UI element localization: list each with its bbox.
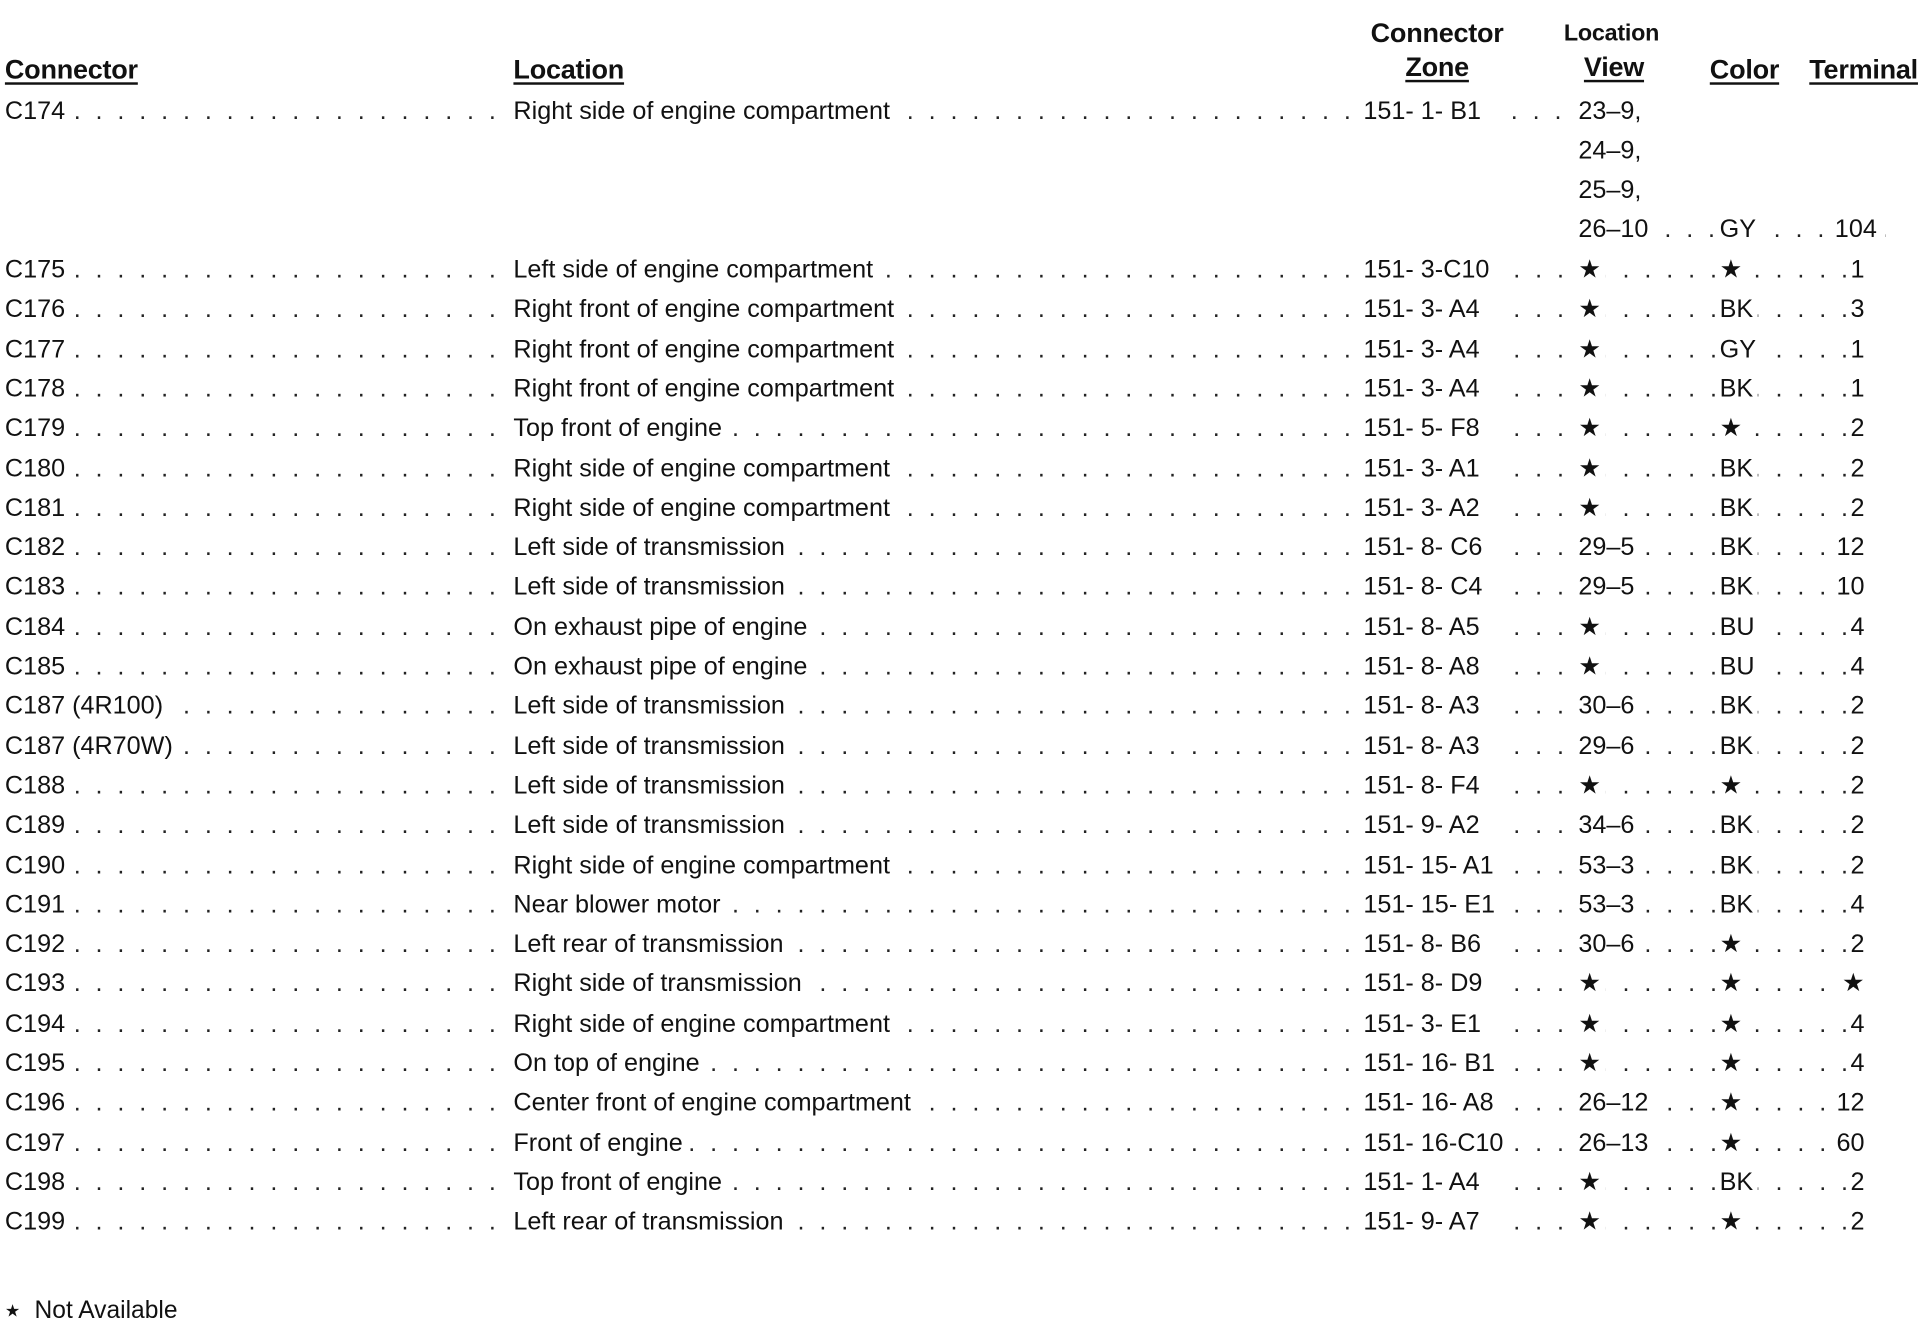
footnote <box>5 1297 178 1325</box>
header-view-line1: Location <box>1563 20 1660 47</box>
view-text: ★ <box>1578 1049 1606 1078</box>
terminal-text: 104 <box>1835 215 1882 244</box>
color-text: ★ <box>1720 255 1748 284</box>
zone-text: 151- 8- C6 <box>1363 533 1487 562</box>
connector-id: C185 <box>5 652 70 681</box>
color-text: BK <box>1720 732 1759 761</box>
location-text: Left side of transmission <box>513 572 789 601</box>
leader-dots <box>1513 414 1881 443</box>
color-text: ★ <box>1720 1129 1748 1158</box>
view-text: 23–9, <box>1578 97 1642 126</box>
footnote-text: Not Available <box>34 1297 178 1325</box>
zone-text: 151- 9- A7 <box>1363 1207 1484 1236</box>
terminal-text: 2 <box>1851 494 1870 523</box>
leader-dots <box>74 891 504 920</box>
terminal-text: 3 <box>1851 295 1870 324</box>
connector-id: C182 <box>5 533 70 562</box>
connector-id: C176 <box>5 295 70 324</box>
table-row <box>0 1049 1926 1088</box>
zone-text: 151- 3- E1 <box>1363 1010 1486 1039</box>
leader-dots <box>74 295 504 324</box>
connector-id: C192 <box>5 930 70 959</box>
table-row <box>0 572 1926 611</box>
table-row <box>0 1168 1926 1207</box>
location-text: Near blower motor <box>513 891 725 920</box>
connector-id: C181 <box>5 494 70 523</box>
table-row <box>0 1088 1926 1127</box>
color-text: ★ <box>1720 771 1748 800</box>
table-row <box>0 1010 1926 1049</box>
terminal-text: 4 <box>1851 1010 1870 1039</box>
view-text: 29–5 <box>1578 533 1639 562</box>
connector-id: C175 <box>5 255 70 284</box>
color-text: ★ <box>1720 1088 1748 1117</box>
view-text: ★ <box>1578 652 1606 681</box>
terminal-text: 4 <box>1851 1049 1870 1078</box>
connector-id: C177 <box>5 335 70 364</box>
leader-dots <box>1513 851 1881 880</box>
leader-dots <box>74 255 504 284</box>
table-row <box>0 375 1926 414</box>
view-text: 26–10 <box>1578 215 1653 244</box>
leader-dots <box>74 652 504 681</box>
connector-id: C198 <box>5 1168 70 1197</box>
view-text: ★ <box>1578 255 1606 284</box>
location-text: Right side of engine compartment <box>513 851 894 880</box>
zone-text: 151- 9- A2 <box>1363 811 1484 840</box>
leader-dots <box>74 969 504 998</box>
connector-id: C184 <box>5 613 70 642</box>
location-text: Right front of engine compartment <box>513 295 899 324</box>
zone-text: 151- 8- D9 <box>1363 969 1487 998</box>
leader-dots <box>1513 652 1881 681</box>
table-row <box>0 891 1926 930</box>
leader-dots <box>74 335 504 364</box>
terminal-text: 60 <box>1837 1129 1870 1158</box>
color-text: BK <box>1720 295 1759 324</box>
location-text: Left side of transmission <box>513 732 789 761</box>
leader-dots <box>1513 1207 1881 1236</box>
leader-dots <box>1511 97 1572 126</box>
leader-dots <box>1513 613 1881 642</box>
location-text: Right front of engine compartment <box>513 375 899 404</box>
view-text: 25–9, <box>1578 175 1642 204</box>
view-text: ★ <box>1578 295 1606 324</box>
location-text: Right side of engine compartment <box>513 1010 894 1039</box>
terminal-text: 2 <box>1851 811 1870 840</box>
connector-id: C196 <box>5 1088 70 1117</box>
table-row <box>0 771 1926 810</box>
leader-dots <box>74 930 504 959</box>
connector-id: C190 <box>5 851 70 880</box>
zone-text: 151- 1- B1 <box>1363 97 1486 126</box>
leader-dots <box>1513 811 1881 840</box>
leader-dots <box>1513 1168 1881 1197</box>
leader-dots <box>1513 335 1881 364</box>
leader-dots <box>74 1049 504 1078</box>
connector-id: C197 <box>5 1129 70 1158</box>
location-text: Left side of transmission <box>513 771 789 800</box>
zone-text: 151- 16- B1 <box>1363 1049 1499 1078</box>
view-text: ★ <box>1578 969 1606 998</box>
table-row <box>0 969 1926 1008</box>
terminal-text: 4 <box>1851 613 1870 642</box>
zone-text: 151- 5- F8 <box>1363 414 1484 443</box>
header-location: Location <box>513 54 625 85</box>
zone-text: 151- 3- A2 <box>1363 494 1484 523</box>
table-row <box>0 930 1926 969</box>
location-text: Left side of transmission <box>513 533 789 562</box>
color-text: ★ <box>1720 969 1748 998</box>
leader-dots <box>74 572 504 601</box>
location-text: Left side of transmission <box>513 692 789 721</box>
leader-dots <box>1513 295 1881 324</box>
table-row <box>0 295 1926 334</box>
color-text: BK <box>1720 851 1759 880</box>
color-text: BK <box>1720 891 1759 920</box>
leader-dots <box>1513 1049 1881 1078</box>
terminal-text: 2 <box>1851 732 1870 761</box>
terminal-text: 1 <box>1851 255 1870 284</box>
leader-dots <box>74 97 504 126</box>
leader-dots <box>74 1010 504 1039</box>
terminal-text: 10 <box>1837 572 1870 601</box>
terminal-text: 2 <box>1851 771 1870 800</box>
location-text: Left side of engine compartment <box>513 255 878 284</box>
color-text: BK <box>1720 1168 1759 1197</box>
view-text: 30–6 <box>1578 930 1639 959</box>
header-zone-line1: Connector <box>1370 17 1504 48</box>
zone-text: 151- 1- A4 <box>1363 1168 1484 1197</box>
leader-dots <box>74 1129 504 1158</box>
location-text: Right front of engine compartment <box>513 335 899 364</box>
terminal-text: 2 <box>1851 454 1870 483</box>
header-view-line2: View <box>1583 51 1645 83</box>
color-text: BK <box>1720 494 1759 523</box>
connector-id: C179 <box>5 414 70 443</box>
location-text: Left rear of transmission <box>513 930 788 959</box>
location-text: Top front of engine <box>513 414 727 443</box>
leader-dots <box>74 1088 504 1117</box>
leader-dots <box>1513 771 1881 800</box>
leader-dots <box>74 1207 504 1236</box>
location-text: Center front of engine compartment <box>513 1088 915 1117</box>
color-text: ★ <box>1720 1010 1748 1039</box>
leader-dots <box>1513 1088 1881 1117</box>
view-text: ★ <box>1578 1010 1606 1039</box>
connector-id: C187 (4R70W) <box>5 732 178 761</box>
color-text: BU <box>1720 652 1760 681</box>
table-row <box>0 454 1926 493</box>
connector-id: C189 <box>5 811 70 840</box>
color-text: BU <box>1720 613 1760 642</box>
zone-text: 151- 8- B6 <box>1363 930 1486 959</box>
view-text: 24–9, <box>1578 136 1642 165</box>
view-text: 53–3 <box>1578 891 1639 920</box>
leader-dots <box>74 771 504 800</box>
table-row <box>0 97 1926 136</box>
leader-dots <box>1513 454 1881 483</box>
zone-text: 151- 3-C10 <box>1363 255 1494 284</box>
color-text: BK <box>1720 533 1759 562</box>
zone-text: 151- 8- F4 <box>1363 771 1484 800</box>
terminal-text: 4 <box>1851 652 1870 681</box>
color-text: BK <box>1720 375 1759 404</box>
table-row <box>0 652 1926 691</box>
table-row <box>0 255 1926 294</box>
table-row <box>0 613 1926 652</box>
connector-id: C178 <box>5 375 70 404</box>
connector-id: C174 <box>5 97 70 126</box>
view-text: ★ <box>1578 335 1606 364</box>
zone-text: 151- 3- A4 <box>1363 375 1484 404</box>
view-text: ★ <box>1578 771 1606 800</box>
zone-text: 151- 16-C10 <box>1363 1129 1508 1158</box>
leader-dots <box>74 414 504 443</box>
leader-dots <box>74 811 504 840</box>
terminal-text: 2 <box>1851 930 1870 959</box>
table-row <box>0 494 1926 533</box>
leader-dots <box>1513 930 1881 959</box>
zone-text: 151- 3- A4 <box>1363 335 1484 364</box>
connector-id: C191 <box>5 891 70 920</box>
location-text: On exhaust pipe of engine <box>513 613 812 642</box>
leader-dots <box>1513 732 1881 761</box>
color-text: BK <box>1720 692 1759 721</box>
zone-text: 151- 16- A8 <box>1363 1088 1498 1117</box>
connector-id: C188 <box>5 771 70 800</box>
view-text: 26–12 <box>1578 1088 1653 1117</box>
table-row <box>0 811 1926 850</box>
zone-text: 151- 15- A1 <box>1363 851 1498 880</box>
view-text: 26–13 <box>1578 1129 1653 1158</box>
leader-dots <box>74 494 504 523</box>
zone-text: 151- 8- A3 <box>1363 692 1484 721</box>
terminal-text: 4 <box>1851 891 1870 920</box>
color-text: BK <box>1720 811 1759 840</box>
terminal-text: ★ <box>1842 969 1870 998</box>
color-text: ★ <box>1720 414 1748 443</box>
leader-dots <box>1513 494 1881 523</box>
location-text: Top front of engine <box>513 1168 727 1197</box>
view-text: 34–6 <box>1578 811 1639 840</box>
color-text: BK <box>1720 572 1759 601</box>
terminal-text: 2 <box>1851 851 1870 880</box>
location-text: Right side of engine compartment <box>513 494 894 523</box>
leader-dots <box>74 454 504 483</box>
header-zone-line2: Zone <box>1405 51 1469 83</box>
terminal-text: 1 <box>1851 375 1870 404</box>
leader-dots <box>74 375 504 404</box>
leader-dots <box>74 613 504 642</box>
terminal-text: 2 <box>1851 1207 1870 1236</box>
location-text: Right side of engine compartment <box>513 97 894 126</box>
leader-dots <box>1513 969 1881 998</box>
header-color: Color <box>1709 54 1780 85</box>
location-text: Front of engine <box>513 1129 687 1158</box>
table-row <box>0 414 1926 453</box>
header-connector: Connector <box>4 54 138 85</box>
color-text: ★ <box>1720 930 1748 959</box>
zone-text: 151- 8- C4 <box>1363 572 1487 601</box>
location-text: On exhaust pipe of engine <box>513 652 812 681</box>
zone-text: 151- 15- E1 <box>1363 891 1499 920</box>
terminal-text: 2 <box>1851 414 1870 443</box>
terminal-text: 12 <box>1837 1088 1870 1117</box>
table-row <box>0 533 1926 572</box>
color-text: BK <box>1720 454 1759 483</box>
star-icon: ★ <box>4 1300 21 1321</box>
leader-dots <box>1513 375 1881 404</box>
table-row <box>0 692 1926 731</box>
terminal-text: 1 <box>1851 335 1870 364</box>
view-text: 29–6 <box>1578 732 1639 761</box>
leader-dots <box>1513 1010 1881 1039</box>
connector-id: C193 <box>5 969 70 998</box>
leader-dots <box>1513 572 1881 601</box>
color-text: ★ <box>1720 1049 1748 1078</box>
view-text: ★ <box>1578 375 1606 404</box>
view-text: ★ <box>1578 613 1606 642</box>
connector-id: C187 (4R100) <box>5 692 168 721</box>
location-text: Left rear of transmission <box>513 1207 788 1236</box>
connector-id: C183 <box>5 572 70 601</box>
table-row <box>0 1207 1926 1246</box>
connector-id: C194 <box>5 1010 70 1039</box>
table-row <box>0 732 1926 771</box>
table-row <box>0 851 1926 890</box>
view-text: ★ <box>1578 1168 1606 1197</box>
zone-text: 151- 3- A1 <box>1363 454 1484 483</box>
zone-text: 151- 8- A8 <box>1363 652 1484 681</box>
view-text: 53–3 <box>1578 851 1639 880</box>
color-text: GY <box>1720 215 1761 244</box>
header-terminal: Terminal <box>1809 54 1918 85</box>
location-text: Right side of engine compartment <box>513 454 894 483</box>
leader-dots <box>1513 692 1881 721</box>
view-text: 29–5 <box>1578 572 1639 601</box>
terminal-text: 2 <box>1851 692 1870 721</box>
location-text: Right side of transmission <box>513 969 806 998</box>
leader-dots <box>1513 1129 1881 1158</box>
terminal-text: 2 <box>1851 1168 1870 1197</box>
location-text: Left side of transmission <box>513 811 789 840</box>
zone-text: 151- 8- A3 <box>1363 732 1484 761</box>
zone-text: 151- 8- A5 <box>1363 613 1484 642</box>
leader-dots <box>1513 891 1881 920</box>
leader-dots <box>1513 255 1881 284</box>
view-text: 30–6 <box>1578 692 1639 721</box>
zone-text: 151- 3- A4 <box>1363 295 1484 324</box>
view-text: ★ <box>1578 454 1606 483</box>
connector-id: C180 <box>5 454 70 483</box>
location-text: On top of engine <box>513 1049 704 1078</box>
color-text: GY <box>1720 335 1761 364</box>
leader-dots <box>74 851 504 880</box>
view-text: ★ <box>1578 1207 1606 1236</box>
color-text: ★ <box>1720 1207 1748 1236</box>
table-row <box>0 1129 1926 1168</box>
terminal-text: 12 <box>1837 533 1870 562</box>
connector-id: C199 <box>5 1207 70 1236</box>
view-text: ★ <box>1578 414 1606 443</box>
table-row <box>0 335 1926 374</box>
leader-dots <box>74 1168 504 1197</box>
leader-dots <box>74 533 504 562</box>
table-row-continuation <box>0 215 1926 254</box>
leader-dots <box>1513 533 1881 562</box>
view-text: ★ <box>1578 494 1606 523</box>
connector-id: C195 <box>5 1049 70 1078</box>
